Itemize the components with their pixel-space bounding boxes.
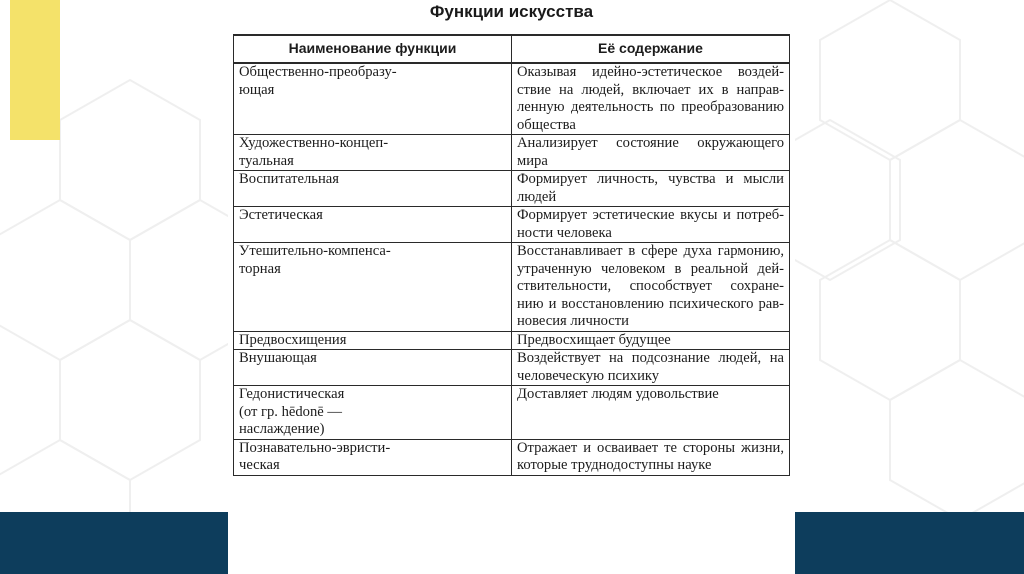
function-name-line: ющая <box>239 81 275 98</box>
function-content-line: общества <box>517 116 576 133</box>
table-row <box>234 386 790 440</box>
function-name-cell <box>234 243 512 332</box>
table-row <box>234 171 790 207</box>
function-name-cell <box>234 386 512 440</box>
function-name-line: туальная <box>239 152 294 169</box>
table-row <box>234 63 790 135</box>
function-content-line: Отражает и осваивает те стороны жизни, <box>517 439 784 456</box>
function-name-cell <box>234 350 512 386</box>
page-title: Функции искусства <box>429 2 594 21</box>
function-name-line: Воспитательная <box>239 171 339 187</box>
header-content: Её содержание <box>512 35 790 63</box>
function-content-line: ствительности, способствует сохране- <box>517 278 784 294</box>
function-name-cell <box>234 171 512 207</box>
functions-table <box>233 34 790 476</box>
function-name-line: Внушающая <box>239 350 317 366</box>
function-content-line: Доставляет людям удовольствие <box>517 386 719 402</box>
function-name-cell <box>234 439 512 475</box>
function-content-line: утраченную человеком в реальной дей- <box>517 260 784 277</box>
function-name-line: наслаждение) <box>239 421 325 437</box>
function-name-line: Познавательно-эвристи- <box>239 439 391 456</box>
table-row <box>234 350 790 386</box>
function-name-line: торная <box>239 260 281 277</box>
function-content-line: людей <box>517 188 557 205</box>
function-name-cell <box>234 135 512 171</box>
table-row <box>234 439 790 475</box>
function-content-line: которые труднодоступны науке <box>517 457 712 473</box>
table-row <box>234 135 790 171</box>
function-content-line: человеческую психику <box>517 367 660 384</box>
function-name-line: ческая <box>239 457 280 473</box>
function-content-line: ствие на людей, включает их в направ- <box>517 81 784 98</box>
function-content-cell <box>512 135 790 171</box>
function-name-line: (от гр. hēdonē — <box>239 403 342 420</box>
function-content-line: ленную деятельность по преобразованию <box>517 99 784 115</box>
function-content-line: Восстанавливает в сфере духа гармонию, <box>517 243 784 259</box>
document-page <box>228 0 795 574</box>
function-content-line: Предвосхищает будущее <box>517 331 671 348</box>
function-content-cell <box>512 243 790 332</box>
table-row <box>234 243 790 332</box>
table-row <box>234 207 790 243</box>
function-name-cell <box>234 207 512 243</box>
function-name-line: Художественно-концеп- <box>239 135 389 151</box>
function-content-line: Формирует личность, чувства и мысли <box>517 171 784 187</box>
function-name-line: Эстетическая <box>239 207 323 223</box>
function-content-cell <box>512 171 790 207</box>
function-content-cell <box>512 439 790 475</box>
function-content-line: ности человека <box>517 224 612 241</box>
function-name-line: Общественно-преобразу- <box>239 64 397 80</box>
header-name: Наименование функции <box>234 35 512 63</box>
table-header-row <box>234 35 790 63</box>
function-content-line: новесия личности <box>517 313 629 329</box>
accent-bar <box>10 0 60 140</box>
table-row <box>234 331 790 350</box>
function-content-cell <box>512 63 790 135</box>
function-content-cell <box>512 331 790 350</box>
function-content-cell <box>512 350 790 386</box>
function-content-line: нию и восстановлению психического рав- <box>517 295 784 312</box>
function-content-line: Воздействует на подсознание людей, на <box>517 350 784 366</box>
function-name-line: Утешительно-компенса- <box>239 243 391 259</box>
function-name-line: Гедонистическая <box>239 386 345 402</box>
function-name-cell <box>234 63 512 135</box>
function-content-cell <box>512 207 790 243</box>
function-content-line: Формирует эстетические вкусы и потреб- <box>517 207 784 223</box>
function-content-line: Оказывая идейно-эстетическое воздей- <box>517 64 784 80</box>
function-name-line: Предвосхищения <box>239 331 347 348</box>
table-body <box>234 63 790 475</box>
function-content-cell <box>512 386 790 440</box>
function-content-line: мира <box>517 152 548 169</box>
function-content-line: Анализирует состояние окружающего <box>517 135 784 151</box>
function-name-cell <box>234 331 512 350</box>
